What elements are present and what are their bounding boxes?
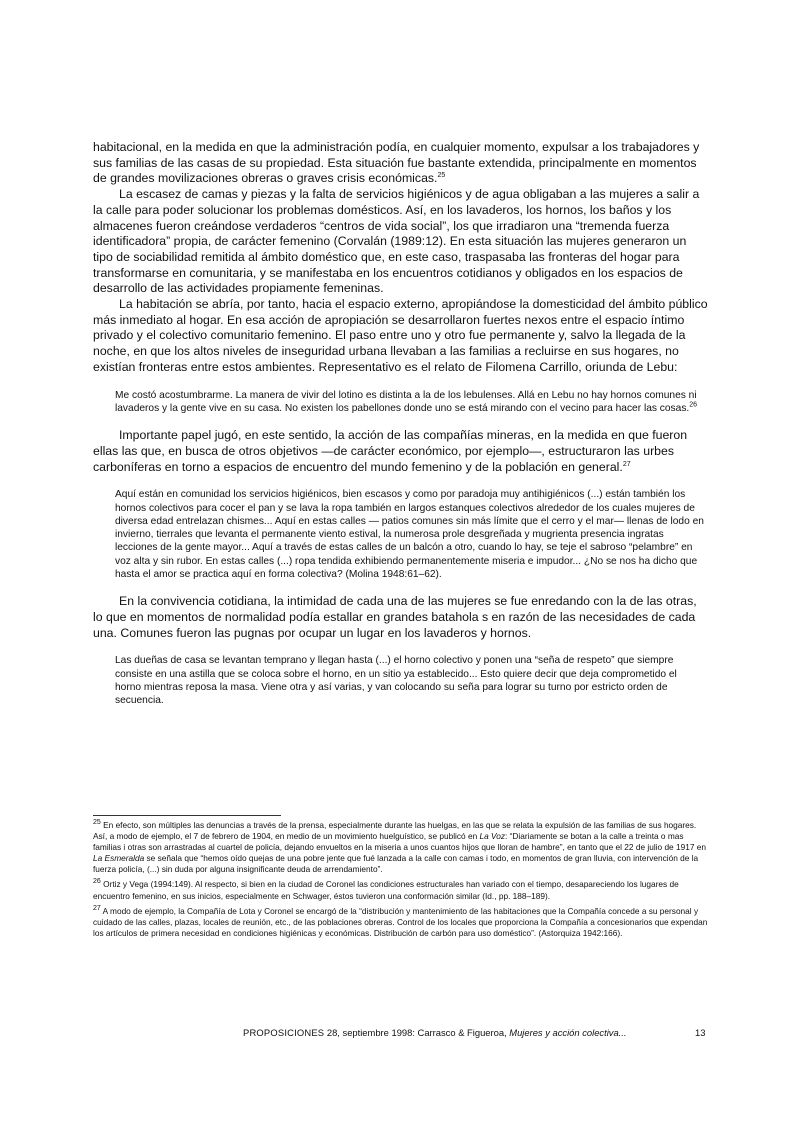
footnote-text: se señala que “hemos oído quejas de una pobre jente que fué lanzada a la calle con camas i todo, en momentos de gran lluvia, con intervención de la fuerza policía, (...) sin duda por alguna insignificante deuda de arrendamiento”. xyxy=(93,853,699,875)
footnote-italic: La Esmeralda xyxy=(93,853,145,864)
page-footer xyxy=(243,1027,713,1039)
footnote-ref-27[interactable]: 27 xyxy=(622,460,631,468)
paragraph: La escasez de camas y piezas y la falta de servicios higiénicos y de agua obligaban a las mujeres a salir a la calle para poder solucionar los problemas domésticos. Así, en los lavaderos, los hornos, los baños y los almacenes fueron creándose verdaderos “centros de vida social”, los que irradiaron una “tremenda fuerza identificadora” propia, de carácter femenino (Corvalán (1989:12). En esta situación las mujeres generaron un tipo de sociabilidad remitida al ámbito doméstico que, en este caso, traspasaba las fronteras del hogar para transformarse en comunitaria, y se manifestaba en los encuentros cotidianos y obligados en los espacios de desarrollo de las actividades propiamente femeninas. xyxy=(93,187,700,296)
paragraph: La habitación se abría, por tanto, hacia el espacio externo, apropiándose la domesticidad del ámbito público más inmediato al hogar. En esa acción de apropiación se desarrollaron fuertes nexos entre el espacio íntimo privado y el colectivo comunitario femenino. El paso entre uno y otro fue permanente y, salvo la llegada de la noche, en que los altos niveles de inseguridad urbana llevaban a las familias a recluirse en sus hogares, no existían fronteras entre estos ambientes. Representativo es el relato de Filomena Carrillo, oriunda de Lebu: xyxy=(93,297,708,374)
quote-text: Me costó acostumbrarme. La manera de vivir del lotino es distinta a la de los lebulenses. Allá en Lebu no hay hornos comunes ni lavaderos y la gente vive en su casa. No existen los pabellones donde uno se está mirando con el vecino para hacer las cosas. xyxy=(115,389,697,414)
footer-article-title: Mujeres y acción colectiva... xyxy=(509,1027,627,1038)
paragraph-text: habitacional, en la medida en que la administración podía, en cualquier momento, expulsar a los trabajadores y sus familias de las casas de su propiedad. Esta situación fue bastante extendida, principalmente en momentos de grandes movilizaciones obreras o graves crisis económicas. xyxy=(93,140,700,186)
footnote-number: 25 xyxy=(93,819,101,827)
block-quote: Las dueñas de casa se levantan temprano y llegan hasta (...) el horno colectivo y ponen una “seña de respeto” que siempre consiste en una astilla que se coloca sobre el horno, en un sitio ya establecido... Esto quiere decir que deja comprometido el horno mientras reposa la masa. Viene otra y así varias, y van colocando su seña para lograr su turno por estricto orden de secuencia. xyxy=(115,655,677,707)
body-text xyxy=(93,140,709,708)
footnote-text: Ortiz y Vega (1994:149). Al respecto, si bien en la ciudad de Coronel las condiciones estructurales han variado con el tiempo, desapareciendo los lugares de encuentro femenino, en sus inicios, especialmente en Schwager, éstos tuvieron una conformación similar (Id., pp. 188–189). xyxy=(93,879,679,901)
paragraph xyxy=(93,140,709,187)
paragraph: En la convivencia cotidiana, la intimidad de cada una de las mujeres se fue enredando con la de las otras, lo que en momentos de normalidad podía estallar en grandes batahola s en razón de las necesidades de cada una. Comunes fueron las pugnas por ocupar un lugar en los lavaderos y hornos. xyxy=(93,594,697,640)
footnote-text: A modo de ejemplo, la Compañía de Lota y Coronel se encargó de la “distribución y mantenimiento de las habitaciones que la Compañía concede a su personal y cuidado de las calles, plazas, locales de reunión, etc., de las poblaciones obreras. Control de los locales que proporciona la Compañía a concesionarios que expendan los artículos de primera necesidad en condiciones higiénicas y económicas. Distribución de carbón para uso doméstico”. (Astorquiza 1942:166). xyxy=(93,905,708,938)
footnote-number: 27 xyxy=(93,904,101,912)
footnotes xyxy=(93,820,709,943)
footnote-divider xyxy=(93,815,281,816)
footnote-25 xyxy=(93,820,709,875)
block-quote xyxy=(115,389,705,416)
footer-citation: 28, septiembre 1998: Carrasco & Figueroa, xyxy=(324,1027,510,1038)
paragraph-text: Importante papel jugó, en este sentido, la acción de las compañías mineras, en la medida en que fueron ellas las que, en busca de otros objetivos —de carácter económico, por ejemplo—, estructuraron las urbes carboníferas en torno a espacios de encuentro del mundo femenino y de la población en general. xyxy=(93,428,688,474)
footnote-text: : “Diariamente se botan a la calle a treinta o mas familias i otras son arrastradas al cuartel de policía, dejando envueltos en la miseria a unos cuantos hijos que lloran de hambre”, en tanto que el 22 de julio de 1917 en xyxy=(93,831,706,853)
block-quote: Aquí están en comunidad los servicios higiénicos, bien escasos y como por paradoja muy antihigiénicos (...) están también los hornos colectivos para cocer el pan y se lava la ropa también en largos estanques colectivos alrededor de los cuales mujeres de diversa edad entrelazan chismes... Aquí en estas calles — patios comunes sin más límite que el cerro y el mar— llenas de lodo en invierno, tierrales que levanta el permanente viento estival, la numerosa prole desgreñada y mugrienta presencia ingratas lecciones de la gente mayor... Aquí a través de estas calles de un balcón a otro, cuando lo hay, se teje el sabroso “pelambre” en voz alta y sin rubor. En estas calles (...) ropa tendida exhibiendo permanentemente miseria e impudor... ¿No se nos ha dicho que hasta el amor se practica aquí en forma colectiva? (Molina 1948:61–62). xyxy=(115,489,704,581)
footnote-ref-25[interactable]: 25 xyxy=(437,172,446,180)
footnote-italic: La Voz xyxy=(479,831,506,842)
footnote-27 xyxy=(93,906,709,939)
footnote-26 xyxy=(93,879,709,901)
footnote-number: 26 xyxy=(93,878,101,886)
footnote-text: En efecto, son múltiples las denuncias a través de la prensa, especialmente durante las huelgas, en las que se relata la expulsión de las familias de sus hogares. Así, a modo de ejemplo, el 7 de febrero de 1904, en medio de un movimiento huelguístico, se publicó en xyxy=(93,820,697,842)
page-number: 13 xyxy=(695,1027,706,1038)
footnote-ref-26[interactable]: 26 xyxy=(689,401,698,409)
journal-name: PROPOSICIONES xyxy=(243,1027,325,1038)
paragraph xyxy=(93,428,709,475)
